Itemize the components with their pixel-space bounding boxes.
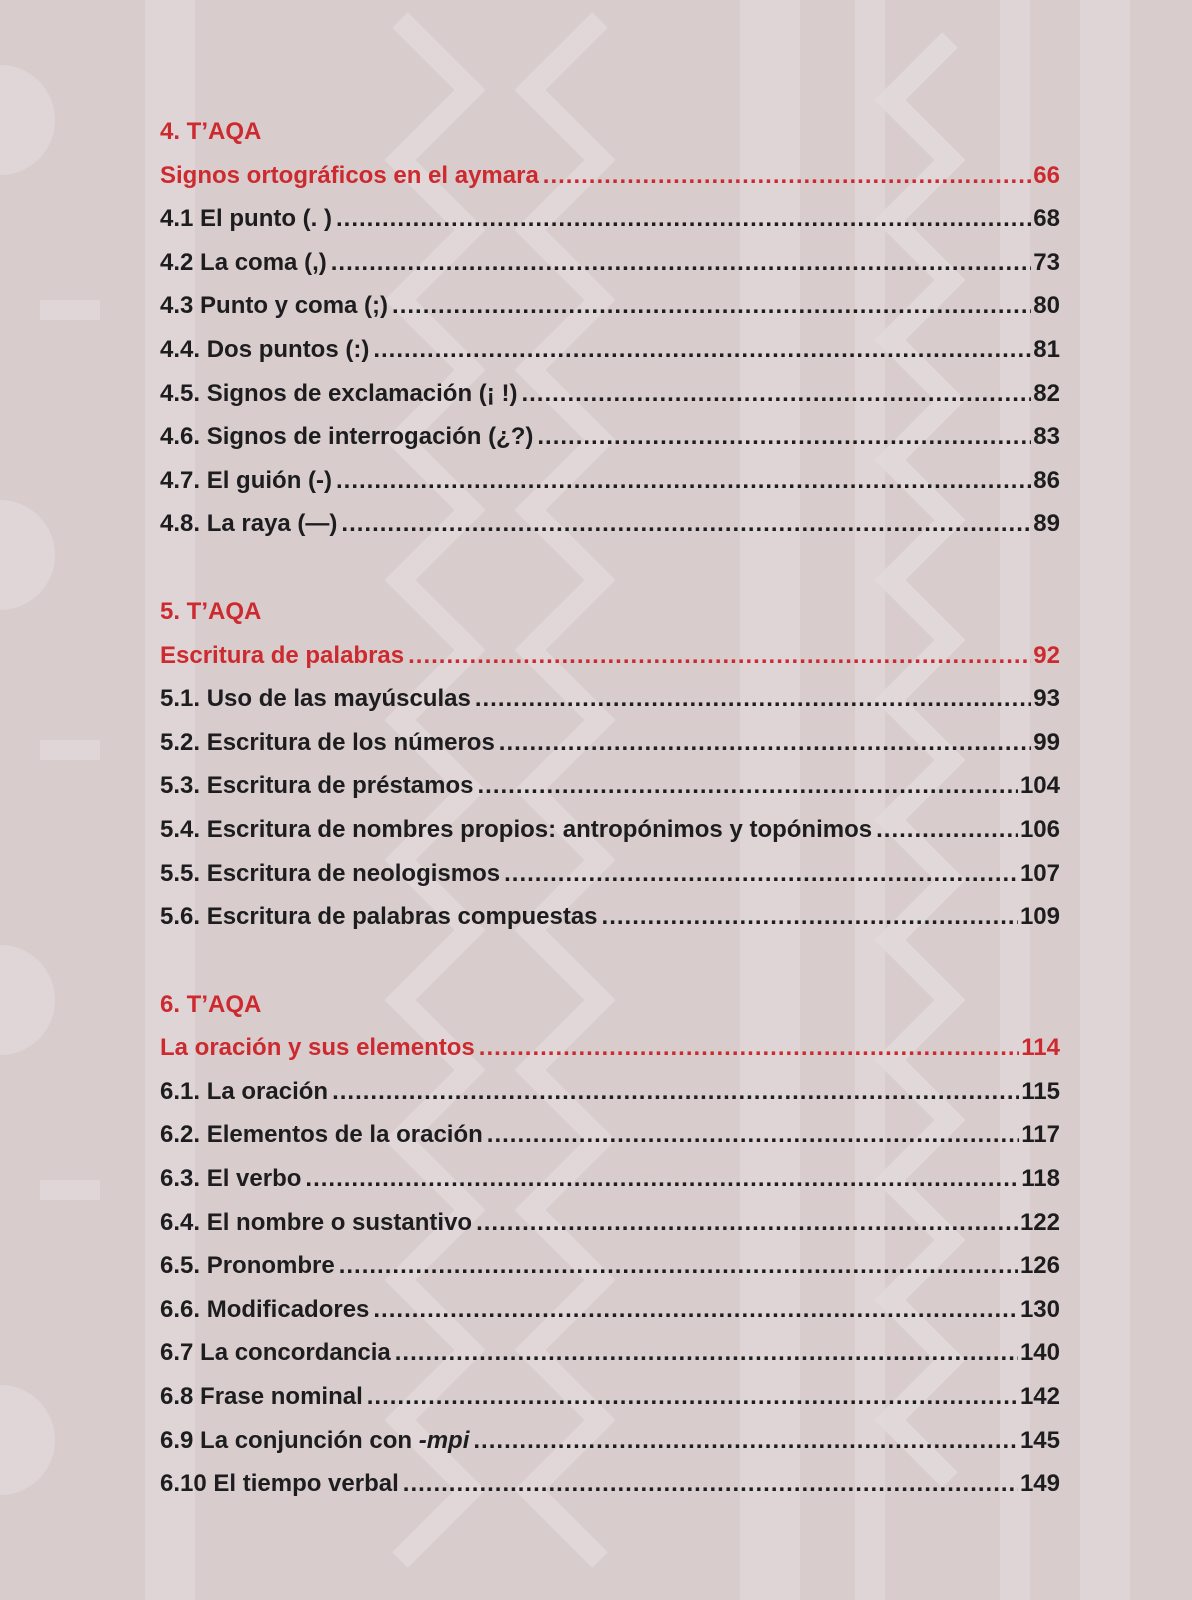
toc-page-number: 80 (1033, 292, 1060, 320)
toc-entry-label: 5.3. Escritura de préstamos (160, 772, 474, 800)
toc-page-number: 89 (1033, 510, 1060, 538)
dot-leader (392, 284, 1031, 328)
toc-entry-label: 5.4. Escritura de nombres propios: antropónimos y topónimos (160, 815, 873, 843)
dot-leader (373, 328, 1031, 372)
toc-page-number: 106 (1019, 815, 1060, 843)
toc-row[interactable] (160, 1157, 1060, 1201)
toc-page-number: 83 (1033, 423, 1060, 451)
section-heading: 4. T’AQA (160, 118, 262, 145)
dot-leader (537, 415, 1031, 459)
dot-leader (543, 154, 1032, 198)
table-of-contents (160, 110, 1060, 1550)
toc-entry-label: 4.1 El punto (. ) (160, 205, 332, 233)
dot-leader (602, 895, 1018, 939)
toc-row[interactable] (160, 459, 1060, 503)
toc-page-number: 99 (1033, 728, 1060, 756)
toc-row[interactable] (160, 328, 1060, 372)
toc-entry-label: 4.7. El guión (-) (160, 466, 332, 494)
toc-row[interactable] (160, 1244, 1060, 1288)
section-heading: 6. T’AQA (160, 990, 262, 1018)
toc-page-number: 118 (1021, 1165, 1060, 1193)
toc-row[interactable] (160, 1113, 1060, 1157)
toc-entry-label: 4.8. La raya (—) (160, 510, 338, 538)
toc-page-number: 140 (1019, 1339, 1060, 1367)
toc-entry-label: 5.2. Escritura de los números (160, 728, 495, 756)
toc-row[interactable] (160, 764, 1060, 808)
toc-entry-label: 4.2 La coma (,) (160, 248, 327, 276)
dot-leader (499, 721, 1032, 765)
toc-page-number: 86 (1033, 466, 1060, 494)
toc-page-number: 145 (1019, 1426, 1060, 1454)
toc-page-number: 104 (1019, 772, 1060, 800)
toc-entry-label: 6.6. Modificadores (160, 1295, 370, 1323)
dot-leader (473, 1419, 1018, 1463)
toc-entry-label: 6.4. El nombre o sustantivo (160, 1208, 473, 1236)
toc-entry-label: 6.10 El tiempo verbal (160, 1470, 399, 1498)
toc-entry-label: 5.5. Escritura de neologismos (160, 859, 501, 887)
toc-row[interactable] (160, 721, 1060, 765)
dot-leader (331, 241, 1032, 285)
toc-row[interactable] (160, 808, 1060, 852)
toc-entry-label: 6.8 Frase nominal (160, 1383, 363, 1411)
toc-entry-label: 6.5. Pronombre (160, 1252, 335, 1280)
toc-title-row[interactable] (160, 154, 1060, 198)
toc-page-number: 82 (1033, 379, 1060, 407)
toc-title-row[interactable] (160, 634, 1060, 678)
dot-leader (408, 634, 1031, 678)
toc-entry-label: Escritura de palabras (160, 641, 405, 669)
toc-entry-label: 4.3 Punto y coma (;) (160, 292, 389, 320)
toc-entry-label-italic: -mpi (418, 1426, 470, 1454)
toc-entry-label: Signos ortográficos en el aymara (160, 161, 539, 189)
toc-entry-label: 4.6. Signos de interrogación (¿?) (160, 423, 534, 451)
dot-leader (477, 764, 1017, 808)
dot-leader (336, 197, 1031, 241)
dot-leader (305, 1157, 1019, 1201)
toc-entry-label: 4.5. Signos de exclamación (¡ !) (160, 379, 518, 407)
toc-entry-label: 5.6. Escritura de palabras compuestas (160, 903, 598, 931)
dot-leader (367, 1375, 1018, 1419)
dot-leader (373, 1288, 1018, 1332)
dot-leader (475, 677, 1031, 721)
toc-row[interactable] (160, 415, 1060, 459)
toc-entry-label-text: 6.9 La conjunción con (160, 1426, 413, 1454)
dot-leader (521, 372, 1031, 416)
section-heading: 5. T’AQA (160, 597, 262, 625)
toc-row[interactable] (160, 1375, 1060, 1419)
dot-leader (403, 1462, 1018, 1506)
dot-leader (339, 1244, 1018, 1288)
toc-page-number: 142 (1019, 1383, 1060, 1411)
toc-row[interactable] (160, 1419, 1060, 1463)
toc-page-number: 117 (1021, 1121, 1060, 1149)
toc-section-6 (160, 983, 1060, 1506)
toc-title-row[interactable] (160, 1026, 1060, 1070)
toc-page-number: 126 (1019, 1252, 1060, 1280)
dot-leader (336, 459, 1031, 503)
toc-row[interactable] (160, 284, 1060, 328)
toc-entry-label: 6.2. Elementos de la oración (160, 1121, 483, 1149)
toc-entry-label: La oración y sus elementos (160, 1034, 475, 1062)
toc-row[interactable] (160, 241, 1060, 285)
dot-leader (332, 1070, 1019, 1114)
toc-entry-label (160, 1419, 469, 1463)
toc-row[interactable] (160, 895, 1060, 939)
toc-row[interactable] (160, 372, 1060, 416)
toc-row[interactable] (160, 677, 1060, 721)
toc-entry-label: 5.1. Uso de las mayúsculas (160, 685, 471, 713)
dot-leader (504, 852, 1018, 896)
toc-section-5 (160, 590, 1060, 939)
dot-leader (479, 1026, 1020, 1070)
toc-row[interactable] (160, 1331, 1060, 1375)
toc-row[interactable] (160, 1288, 1060, 1332)
toc-page-number: 73 (1033, 248, 1060, 276)
toc-page-number: 122 (1019, 1208, 1060, 1236)
dot-leader (395, 1331, 1018, 1375)
toc-entry-label: 6.1. La oración (160, 1077, 329, 1105)
toc-page-number: 81 (1033, 335, 1060, 363)
toc-section-4 (160, 110, 1060, 546)
toc-row[interactable] (160, 502, 1060, 546)
toc-page-number: 149 (1019, 1470, 1060, 1498)
toc-row[interactable] (160, 852, 1060, 896)
toc-page-number: 93 (1033, 685, 1060, 713)
toc-row[interactable] (160, 197, 1060, 241)
toc-page-number: 109 (1019, 903, 1060, 931)
toc-page-number: 66 (1033, 161, 1060, 189)
toc-row[interactable] (160, 1070, 1060, 1114)
toc-page-number: 92 (1033, 641, 1060, 669)
dot-leader (876, 808, 1018, 852)
toc-entry-label: 6.3. El verbo (160, 1165, 302, 1193)
toc-row[interactable] (160, 1201, 1060, 1245)
toc-page-number: 107 (1019, 859, 1060, 887)
dot-leader (341, 502, 1031, 546)
dot-leader (476, 1201, 1018, 1245)
toc-page-number: 68 (1033, 205, 1060, 233)
toc-row[interactable] (160, 1462, 1060, 1506)
toc-entry-label: 4.4. Dos puntos (:) (160, 335, 370, 363)
toc-entry-label: 6.7 La concordancia (160, 1339, 391, 1367)
toc-page-number: 115 (1021, 1077, 1060, 1105)
toc-page-number: 130 (1019, 1295, 1060, 1323)
toc-page-number: 114 (1021, 1034, 1060, 1062)
dot-leader (487, 1113, 1020, 1157)
